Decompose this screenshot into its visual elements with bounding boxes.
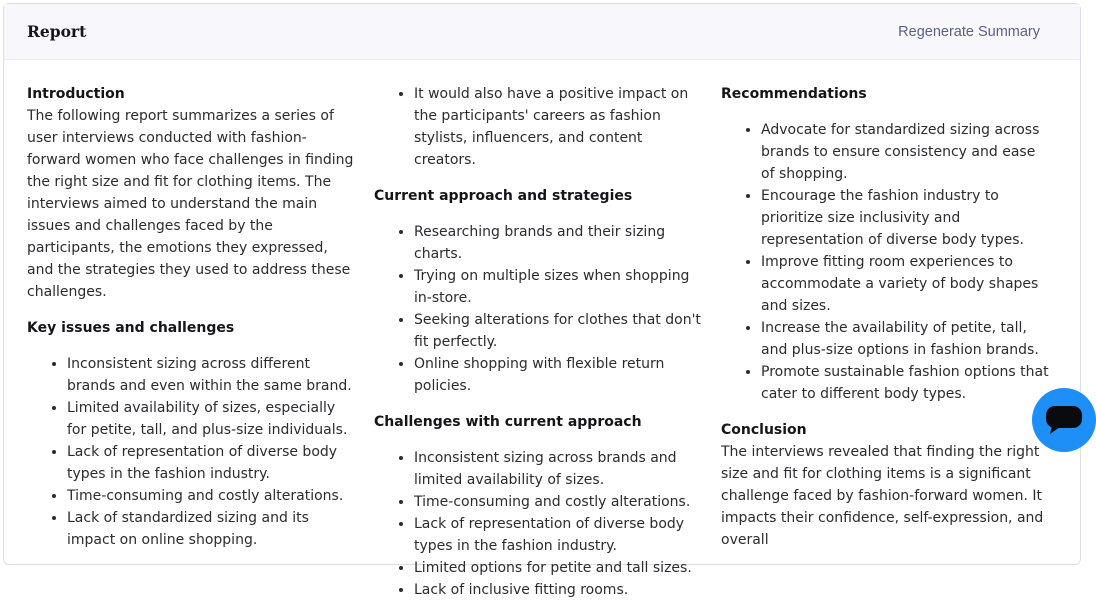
list-item: • Time-consuming and costly alterations. (67, 485, 357, 507)
recommendations-list (721, 119, 1053, 405)
list-item: • Time-consuming and costly alterations. (414, 491, 708, 513)
list-item: • Lack of representation of diverse body types in the fashion industry. (67, 441, 357, 485)
key-issues-list (27, 353, 357, 551)
chat-launcher-button[interactable] (1032, 388, 1096, 452)
list-item: • It would also have a positive impact on the participants' careers as fashion stylists, influencers, and content creators. (414, 83, 708, 171)
list-item: • Encourage the fashion industry to prioritize size inclusivity and representation of diverse body types. (761, 185, 1053, 251)
conclusion-text: The interviews revealed that finding the right size and fit for clothing items is a significant challenge faced by fashion-forward women. It impacts their confidence, self-expression, and overall (721, 444, 1044, 548)
list-item: • Limited availability of sizes, especially for petite, tall, and plus-size individuals. (67, 397, 357, 441)
regenerate-summary-button[interactable]: Regenerate Summary (898, 23, 1040, 40)
current-approach-heading: Current approach and strategies (374, 188, 633, 204)
list-item: • Promote sustainable fashion options that cater to different body types. (761, 361, 1053, 405)
list-item: • Improve fitting room experiences to accommodate a variety of body shapes and sizes. (761, 251, 1053, 317)
list-item: • Lack of standardized sizing and its impact on online shopping. (67, 507, 357, 551)
list-item: • Inconsistent sizing across different brands and even within the same brand. (67, 353, 357, 397)
list-item: • Trying on multiple sizes when shopping in-store. (414, 265, 708, 309)
list-item: • Lack of inclusive fitting rooms. (414, 579, 708, 601)
list-item: • Limited options for petite and tall sizes. (414, 557, 708, 579)
list-item: • Inconsistent sizing across brands and limited availability of sizes. (414, 447, 708, 491)
report-card (3, 3, 1081, 598)
list-item: • Researching brands and their sizing charts. (414, 221, 708, 265)
challenges-heading: Challenges with current approach (374, 414, 642, 430)
report-column-1 (27, 60, 357, 615)
list-item: • Increase the availability of petite, tall, and plus-size options in fashion brands. (761, 317, 1053, 361)
report-column-3 (721, 60, 1053, 615)
introduction-heading: Introduction (27, 86, 125, 102)
report-header (4, 4, 1080, 60)
list-item: • Lack of representation of diverse body types in the fashion industry. (414, 513, 708, 557)
list-item: • Advocate for standardized sizing across brands to ensure consistency and ease of shopping. (761, 119, 1053, 185)
report-column-2 (374, 60, 708, 615)
key-issues-heading: Key issues and challenges (27, 320, 235, 336)
report-title: Report (27, 22, 87, 41)
introduction-text: The following report summarizes a series of user interviews conducted with fashion-forward women who face challenges in finding the right size and fit for clothing items. The interviews aimed to understand the main issues and challenges faced by the participants, the emotions they expressed, and the strategies they used to address these challenges. (27, 108, 354, 300)
list-item: • Online shopping with flexible return policies. (414, 353, 708, 397)
challenges-list (374, 447, 708, 601)
recommendations-heading: Recommendations (721, 86, 867, 102)
continued-list (374, 83, 708, 171)
conclusion-heading: Conclusion (721, 422, 807, 438)
list-item: • Seeking alterations for clothes that don't fit perfectly. (414, 309, 708, 353)
report-columns (4, 60, 1080, 615)
chat-bubble-icon (1046, 406, 1082, 434)
current-approach-list (374, 221, 708, 397)
